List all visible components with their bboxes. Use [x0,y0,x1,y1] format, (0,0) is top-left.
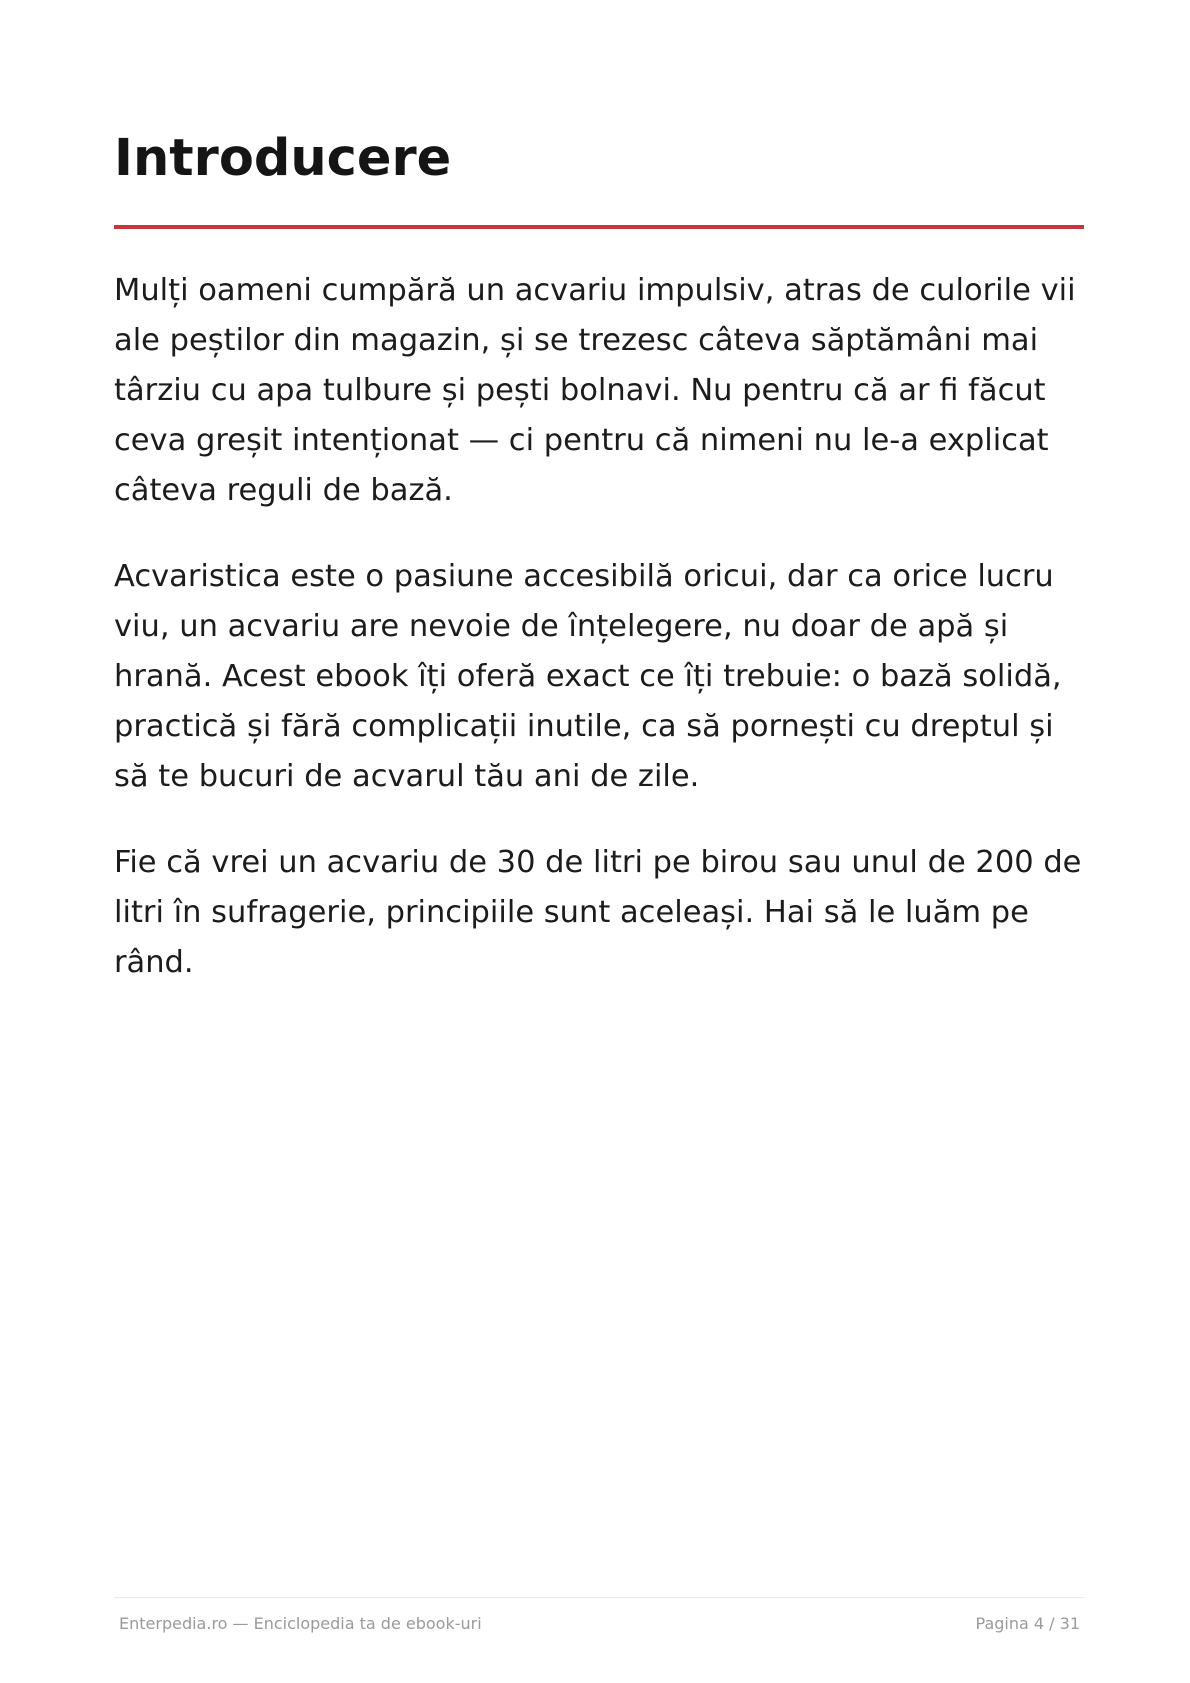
title-divider [114,225,1084,229]
paragraph-3: Fie că vrei un acvariu de 30 de litri pe birou sau unul de 200 de litri în sufragerie, principiile sunt aceleași. Hai să le luăm pe rând. [114,845,1082,980]
footer-divider [114,1597,1084,1598]
footer-site-name: Enterpedia.ro — Enciclopedia ta de ebook-uri [119,1614,482,1633]
paragraph-2: Acvaristica este o pasiune accesibilă oricui, dar ca orice lucru viu, un acvariu are nevoie de înțelegere, nu doar de apă și hrană. Acest ebook îți oferă exact ce îți trebuie: o bază solidă, practică și fără complicații inutile, ca să pornești cu dreptul și să te bucuri de acvarul tău ani de zile. [114,559,1062,794]
page-title: Introducere [114,129,452,188]
body-text [114,266,1084,1024]
footer-page-number: Pagina 4 / 31 [975,1614,1080,1633]
paragraph-1: Mulți oameni cumpără un acvariu impulsiv, atras de culorile vii ale peștilor din magazin, și se trezesc câteva săptămâni mai târziu cu apa tulbure și pești bolnavi. Nu pentru că ar fi făcut ceva greșit intenționat — ci pentru că nimeni nu le-a explicat câteva reguli de bază. [114,273,1076,508]
